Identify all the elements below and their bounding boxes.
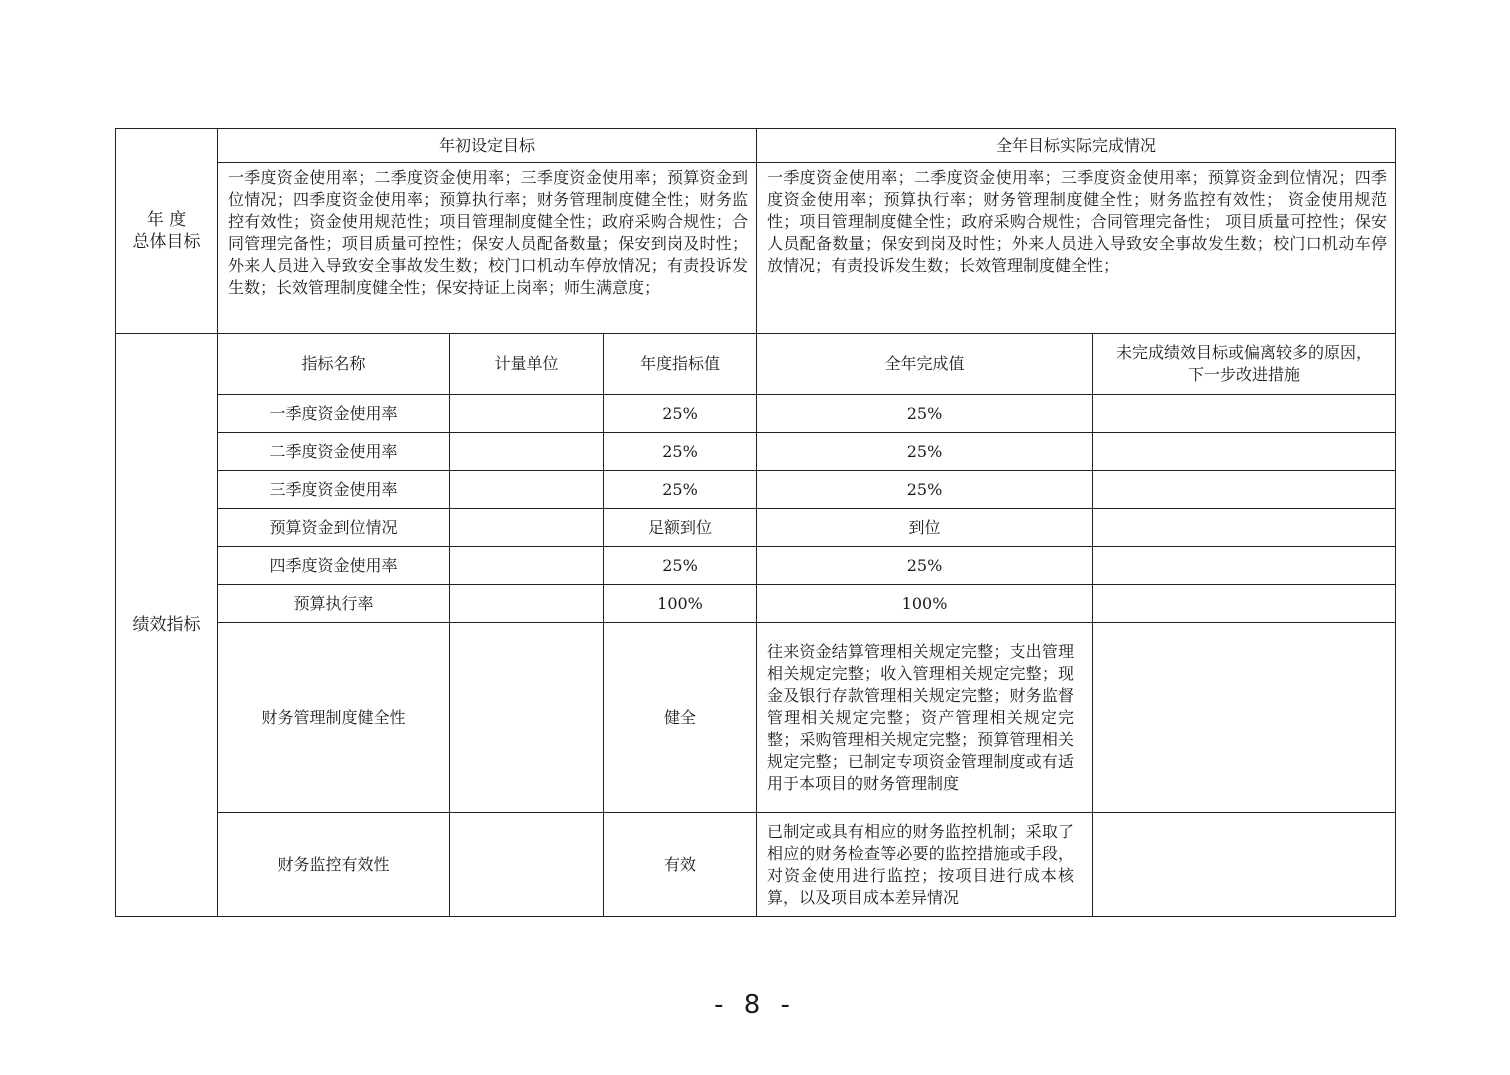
col-header-unit: 计量单位 <box>450 334 604 395</box>
indicator-target: 足额到位 <box>604 509 757 547</box>
indicator-unit <box>450 623 604 813</box>
overall-goal-label <box>116 129 218 334</box>
performance-indicators-label: 绩效指标 <box>116 334 218 917</box>
indicator-unit <box>450 395 604 433</box>
indicator-target: 25% <box>604 471 757 509</box>
indicator-unit <box>450 585 604 623</box>
indicator-name: 预算资金到位情况 <box>218 509 450 547</box>
indicator-reason <box>1093 547 1396 585</box>
indicator-reason <box>1093 623 1396 813</box>
indicator-actual: 已制定或具有相应的财务监控机制；采取了相应的财务检查等必要的监控措施或手段，对资金使用进行监控；按项目进行成本核算，以及项目成本差异情况 <box>757 813 1093 917</box>
indicator-target: 25% <box>604 547 757 585</box>
table-row <box>116 547 1396 585</box>
overall-goal-label-line1: 年 度 <box>146 210 187 230</box>
indicator-unit <box>450 509 604 547</box>
col-header-reason-line1: 未完成绩效目标或偏离较多的原因， <box>1116 343 1373 362</box>
table-row <box>116 585 1396 623</box>
planned-goals-header: 年初设定目标 <box>218 129 757 163</box>
indicator-actual: 25% <box>757 433 1093 471</box>
table-row <box>116 623 1396 813</box>
table-row <box>116 471 1396 509</box>
indicator-reason <box>1093 433 1396 471</box>
indicator-name: 财务监控有效性 <box>218 813 450 917</box>
col-header-indicator-name: 指标名称 <box>218 334 450 395</box>
indicator-target: 25% <box>604 433 757 471</box>
indicator-reason <box>1093 813 1396 917</box>
page-number: - 8 - <box>714 990 796 1020</box>
indicator-reason <box>1093 395 1396 433</box>
indicator-target: 25% <box>604 395 757 433</box>
indicator-reason <box>1093 585 1396 623</box>
performance-report-table <box>115 128 1396 917</box>
indicator-name: 一季度资金使用率 <box>218 395 450 433</box>
indicator-target: 有效 <box>604 813 757 917</box>
overall-header-row <box>116 129 1396 163</box>
indicator-unit <box>450 547 604 585</box>
indicator-name: 预算执行率 <box>218 585 450 623</box>
planned-goals-text: 一季度资金使用率；二季度资金使用率；三季度资金使用率；预算资金到位情况；四季度资金使用率；预算执行率；财务管理制度健全性；财务监控有效性；资金使用规范性；项目管理制度健全性；政府采购合规性；合同管理完备性；项目质量可控性；保安人员配备数量；保安到岗及时性；外来人员进入导致安全事故发生数；校门口机动车停放情况；有责投诉发生数；长效管理制度健全性；保安持证上岗率；师生满意度； <box>218 163 757 334</box>
indicator-name: 财务管理制度健全性 <box>218 623 450 813</box>
table-row <box>116 433 1396 471</box>
indicator-name: 四季度资金使用率 <box>218 547 450 585</box>
indicator-reason <box>1093 509 1396 547</box>
col-header-reason <box>1093 334 1396 395</box>
actual-completion-header: 全年目标实际完成情况 <box>757 129 1396 163</box>
indicator-name: 三季度资金使用率 <box>218 471 450 509</box>
indicator-unit <box>450 471 604 509</box>
overall-goal-label-line2: 总体目标 <box>132 232 201 252</box>
indicator-unit <box>450 813 604 917</box>
col-header-annual-actual: 全年完成值 <box>757 334 1093 395</box>
table-row <box>116 395 1396 433</box>
indicator-reason <box>1093 471 1396 509</box>
indicator-actual: 25% <box>757 395 1093 433</box>
indicator-actual: 到位 <box>757 509 1093 547</box>
indicator-header-row <box>116 334 1396 395</box>
indicator-actual: 25% <box>757 547 1093 585</box>
indicator-target: 100% <box>604 585 757 623</box>
table-row <box>116 509 1396 547</box>
col-header-reason-line2: 下一步改进措施 <box>1188 365 1301 384</box>
indicator-name: 二季度资金使用率 <box>218 433 450 471</box>
indicator-actual: 25% <box>757 471 1093 509</box>
indicator-actual: 往来资金结算管理相关规定完整；支出管理相关规定完整；收入管理相关规定完整；现金及银行存款管理相关规定完整；财务监督管理相关规定完整；资产管理相关规定完整；采购管理相关规定完整；预算管理相关规定完整；已制定专项资金管理制度或有适用于本项目的财务管理制度 <box>757 623 1093 813</box>
col-header-annual-target: 年度指标值 <box>604 334 757 395</box>
indicator-actual: 100% <box>757 585 1093 623</box>
actual-completion-text: 一季度资金使用率；二季度资金使用率；三季度资金使用率；预算资金到位情况；四季度资金使用率；预算执行率；财务管理制度健全性；财务监控有效性； 资金使用规范性；项目管理制度健全性；政府采购合规性；合同管理完备性； 项目质量可控性；保安人员配备数量；保安到岗及时性；外来人员进入导致安全事故发生数；校门口机动车停放情况；有责投诉发生数；长效管理制度健全性； <box>757 163 1396 334</box>
indicator-unit <box>450 433 604 471</box>
indicator-target: 健全 <box>604 623 757 813</box>
table-row <box>116 813 1396 917</box>
overall-content-row <box>116 163 1396 334</box>
